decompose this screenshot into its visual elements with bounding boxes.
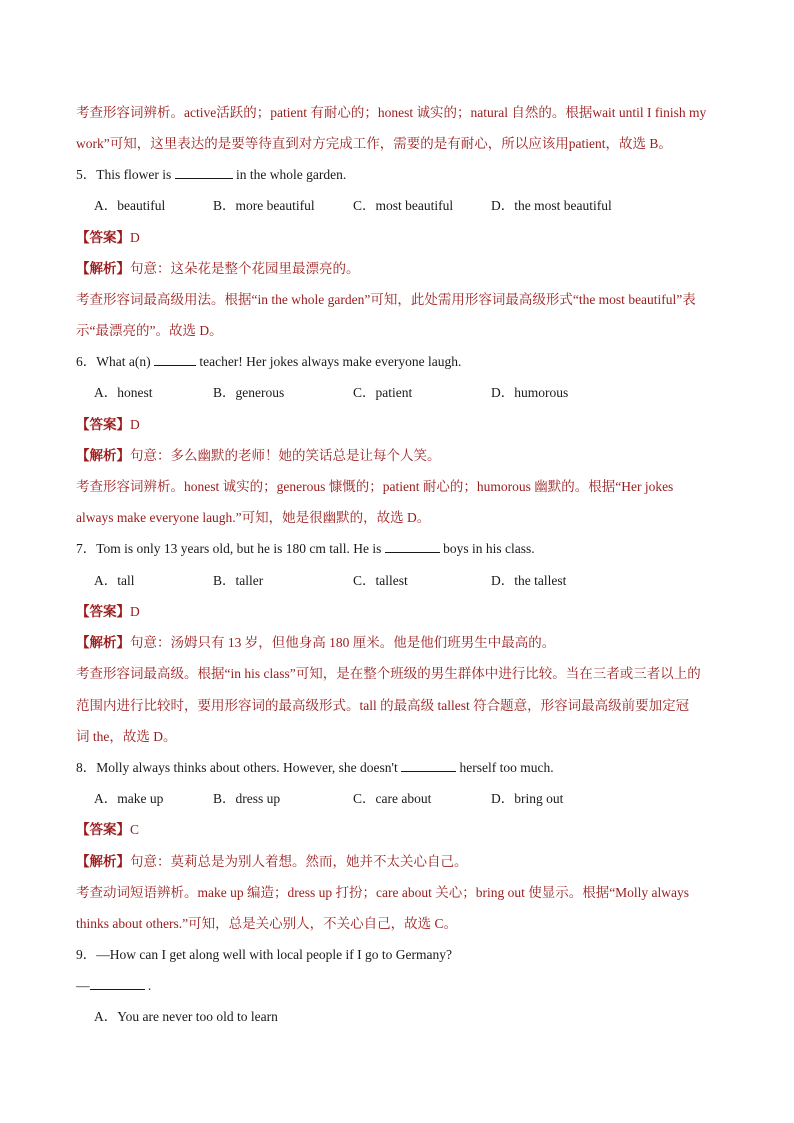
q9-blank (90, 977, 145, 990)
q6-analysis-tag: 【解析】 (76, 448, 130, 463)
q9-stem-text: —How can I get along well with local people if I go to Germany? (96, 947, 453, 962)
q5-option-c: C．most beautiful (353, 198, 454, 213)
q7-answer (76, 603, 140, 621)
q6-answer (76, 416, 140, 434)
q7-stem-after: boys in his class. (443, 541, 535, 556)
q7-analysis-tag: 【解析】 (76, 635, 130, 650)
q5-stem (76, 166, 346, 184)
q7-analysis-line2: 范围内进行比较时，要用形容词的最高级形式。tall 的最高级 tallest 符合题意，形容词最高级前要加定冠 (76, 698, 690, 713)
q5-analysis-line1: 考查形容词最高级用法。根据“in the whole garden”可知，此处需用形容词最高级形式“the most beautiful”表 (76, 292, 696, 307)
q6-translation-text: 句意：多么幽默的老师！她的笑话总是让每个人笑。 (130, 448, 441, 463)
q7-analysis-line3: 词 the，故选 D。 (76, 729, 177, 744)
q6-translation (76, 447, 441, 465)
q7-number: 7． (76, 541, 97, 556)
q9-number: 9． (76, 947, 97, 962)
q8-answer (76, 821, 139, 839)
q8-option-a: A．make up (94, 791, 164, 806)
q6-analysis-line2: always make everyone laugh.”可知，她是很幽默的，故选 D。 (76, 510, 431, 525)
q5-answer-value: D (130, 230, 140, 245)
q8-analysis-line1: 考查动词短语辨析。make up 编造；dress up 打扮；care about 关心；bring out 使显示。根据“Molly always (76, 885, 690, 900)
q8-answer-tag: 【答案】 (76, 822, 130, 837)
q6-option-c: C．patient (353, 385, 413, 400)
q7-stem (76, 540, 535, 558)
q8-analysis-tag: 【解析】 (76, 854, 130, 869)
q8-translation (76, 853, 468, 871)
q6-blank (154, 353, 196, 366)
q8-analysis-line2: thinks about others.”可知，总是关心别人，不关心自己，故选 C。 (76, 916, 457, 931)
q6-option-a: A．honest (94, 385, 153, 400)
q5-analysis-line2: 示“最漂亮的”。故选 D。 (76, 323, 223, 338)
q7-option-b: B．taller (213, 573, 264, 588)
q5-option-d: D．the most beautiful (491, 198, 612, 213)
q6-stem-before: What a(n) (96, 354, 151, 369)
q9-stem (76, 946, 452, 964)
q8-option-d: D．bring out (491, 791, 564, 806)
q7-stem-before: Tom is only 13 years old, but he is 180 cm tall. He is (96, 541, 382, 556)
q8-option-c: C．care about (353, 791, 432, 806)
q6-option-b: B．generous (213, 385, 285, 400)
q6-answer-value: D (130, 417, 140, 432)
q5-stem-before: This flower is (96, 167, 172, 182)
q5-option-a: A．beautiful (94, 198, 166, 213)
q9-reply-end: . (147, 978, 152, 993)
q5-answer (76, 229, 140, 247)
q8-translation-text: 句意：莫莉总是为别人着想。然而，她并不太关心自己。 (130, 854, 468, 869)
q8-stem-after: herself too much. (459, 760, 554, 775)
q7-option-c: C．tallest (353, 573, 408, 588)
q8-stem-before: Molly always thinks about others. However, she doesn't (96, 760, 398, 775)
q7-option-a: A．tall (94, 573, 135, 588)
q7-translation-text: 句意：汤姆只有 13 岁，但他身高 180 厘米。他是他们班男生中最高的。 (130, 635, 556, 650)
q5-analysis-tag: 【解析】 (76, 261, 130, 276)
q4-analysis-line1: 考查形容词辨析。active活跃的；patient 有耐心的；honest 诚实的；natural 自然的。根据wait until I finish my (76, 105, 707, 120)
q4-analysis-line2: work”可知，这里表达的是要等待直到对方完成工作，需要的是有耐心，所以应该用patient，故选 B。 (76, 136, 672, 151)
q5-option-b: B．more beautiful (213, 198, 315, 213)
q9-reply-dash: — (76, 978, 90, 993)
q9-reply (76, 977, 151, 995)
q5-blank (175, 166, 233, 179)
q8-stem (76, 759, 554, 777)
q6-number: 6． (76, 354, 97, 369)
q8-blank (401, 759, 456, 772)
q8-option-b: B．dress up (213, 791, 281, 806)
q6-analysis-line1: 考查形容词辨析。honest 诚实的；generous 慷慨的；patient 耐心的；humorous 幽默的。根据“Her jokes (76, 479, 674, 494)
q6-stem-after: teacher! Her jokes always make everyone laugh. (199, 354, 462, 369)
q7-blank (385, 540, 440, 553)
q6-option-d: D．humorous (491, 385, 569, 400)
q8-number: 8． (76, 760, 97, 775)
q9-option-a: A．You are never too old to learn (94, 1009, 278, 1024)
q5-number: 5． (76, 167, 97, 182)
q7-translation (76, 634, 555, 652)
q5-translation (76, 260, 360, 278)
q5-answer-tag: 【答案】 (76, 230, 130, 245)
q8-answer-value: C (130, 822, 140, 837)
q5-stem-after: in the whole garden. (236, 167, 347, 182)
q6-stem (76, 353, 461, 371)
q6-answer-tag: 【答案】 (76, 417, 130, 432)
q7-option-d: D．the tallest (491, 573, 567, 588)
q5-translation-text: 句意：这朵花是整个花园里最漂亮的。 (130, 261, 360, 276)
q7-analysis-line1: 考查形容词最高级。根据“in his class”可知，是在整个班级的男生群体中进行比较。当在三者或三者以上的 (76, 666, 701, 681)
q7-answer-value: D (130, 604, 140, 619)
q7-answer-tag: 【答案】 (76, 604, 130, 619)
